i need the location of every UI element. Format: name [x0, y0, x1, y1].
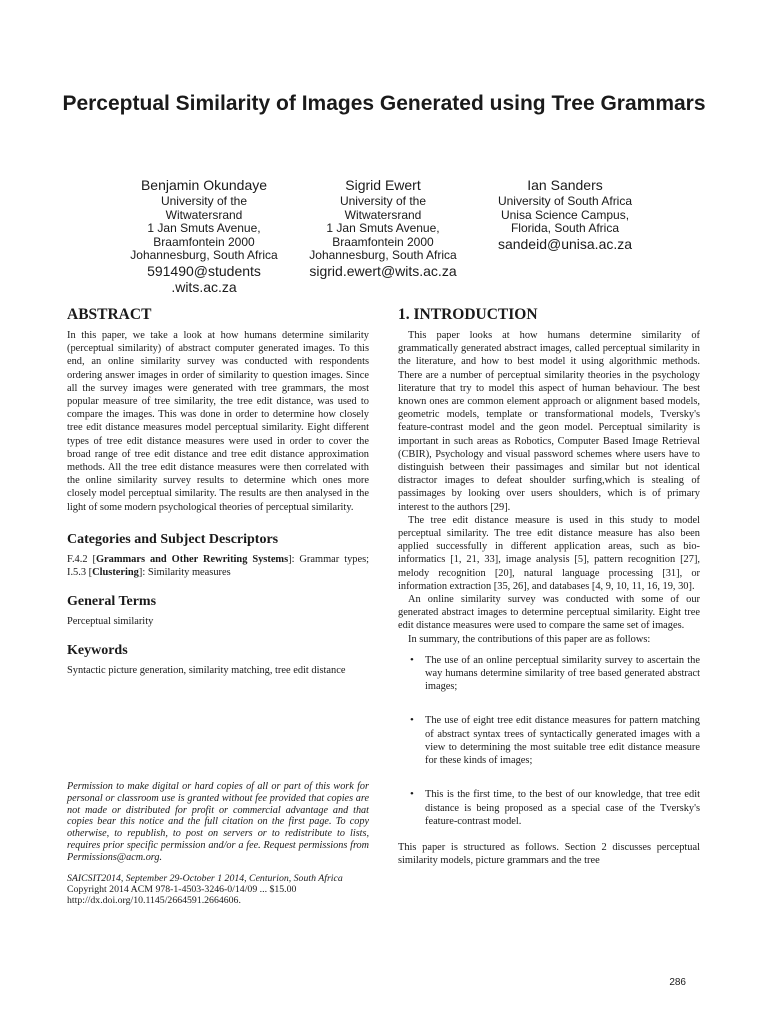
contributions-list [398, 654, 700, 828]
category-name: Grammars and Other Rewriting Systems [95, 553, 289, 565]
author-affiliation-line: Unisa Science Campus, [500, 207, 630, 222]
category-code: F.4.2 [ [67, 553, 96, 565]
author-affiliation-line: 1 Jan Smuts Avenue, [147, 221, 261, 236]
author-affiliation-line: University of South Africa [497, 194, 633, 208]
left-column [67, 306, 369, 678]
list-item-text: The use of eight tree edit distance measures for pattern matching of abstract syntax trees of syntactically generated images with a view to determining the most suitable tree edit distance measure for these kinds of images; [425, 715, 700, 767]
list-item [398, 654, 700, 694]
list-item-text: This is the first time, to the best of our knowledge, that tree edit distance is being proposed as a special case of the Tversky's feature-contrast model. [425, 789, 700, 827]
author-email: 591490@students [147, 262, 261, 279]
paragraph: An online similarity survey was conducted with some of our generated abstract images to determine perceptual similarity. Eight tree edit distance measures were used to compare the same set of images. [398, 594, 700, 632]
bullet-icon: • [410, 653, 414, 666]
permission-text: Permission to make digital or hard copies of all or part of this work for personal or classroom use is granted without fee provided that copies are not made or distributed for profit or commercial advantage and that copies bear this notice and the full citation on the first page. To copy otherwise, to republish, to post on servers or to redistribute to lists, requires prior specific permission and/or a fee. Request permissions from Permissions@acm.org. [67, 781, 369, 863]
list-item-text: The use of an online perceptual similarity survey to ascertain the way humans determine similarity of tree based generated abstract images; [425, 654, 700, 693]
author-affiliation-line: Johannesburg, South Africa [309, 248, 457, 263]
paragraph: This paper is structured as follows. Section 2 discusses perceptual similarity models, picture grammars and the tree [398, 841, 700, 867]
category-code: ]: Similarity measures [138, 567, 231, 579]
general-terms-text: Perceptual similarity [67, 616, 154, 628]
author-name: Ian Sanders [527, 177, 603, 193]
category-name: Clustering [92, 567, 139, 579]
right-column [398, 306, 700, 867]
introduction-body [398, 329, 700, 646]
category-code: ]: Grammar types; I.5.3 [ [67, 553, 370, 579]
list-item [398, 714, 700, 767]
general-terms-heading: General Terms [67, 594, 157, 610]
author-affiliation-line: Witwatersrand [344, 207, 422, 222]
paper-title: Perceptual Similarity of Images Generated using Tree Grammars [62, 92, 706, 115]
permission-block [67, 781, 369, 906]
author-affiliation-line: Johannesburg, South Africa [130, 248, 278, 263]
author-name: Sigrid Ewert [345, 177, 421, 193]
author-block [283, 176, 483, 279]
bullet-icon: • [410, 714, 414, 727]
copyright-info: Copyright 2014 ACM 978-1-4503-3246-0/14/09 ... $15.00 [67, 883, 297, 895]
doi-link[interactable]: http://dx.doi.org/10.1145/2664591.2664606. [67, 894, 241, 906]
author-email: sandeid@unisa.ac.za [497, 235, 633, 252]
categories-text [67, 553, 369, 579]
author-block [104, 176, 304, 295]
abstract-text: In this paper, we take a look at how humans determine similarity (perceptual similarity) of abstract computer generated images. To this end, an online similarity survey was conducted with respondents ordering answer images in order of similarity to question images. Since all the survey images were generated with tree grammars, the most popular measure of tree similarity, the tree edit distance, was used to compare the images. This was done in order to determine how closely tree edit distance measures model perceptual similarity. Eight different types of tree edit distance measures were used in order to cover the broad range of tree edit distance and tree edit distance approximation methods. All the tree edit distance measures were then correlated with the online similarity survey results to determine which ones more closely model perceptual similarity. The results are then analysed in the light of some modern psychological theories of perceptual similarity. [67, 330, 369, 513]
paragraph: The tree edit distance measure is used in this study to model perceptual similarity. The tree edit distance measure has also been applied successfully in different application areas, such as bio-informatics [1, 21, 33], image analysis [5], pattern recognition [27], melody recognition [20], natural language processing [31], or information extraction [35, 26], and databases [4, 9, 10, 11, 16, 19, 30]. [398, 514, 700, 592]
keywords-heading: Keywords [67, 643, 128, 659]
author-affiliation-line: University of the [339, 194, 427, 208]
categories-heading: Categories and Subject Descriptors [67, 531, 279, 547]
author-email: sigrid.ewert@wits.ac.za [309, 262, 457, 279]
author-affiliation-line: University of the [160, 194, 248, 208]
introduction-heading: 1. INTRODUCTION [398, 306, 538, 323]
author-email: .wits.ac.za [171, 278, 237, 295]
author-affiliation-line: Braamfontein 2000 [153, 234, 255, 249]
author-affiliation-line: 1 Jan Smuts Avenue, [326, 221, 440, 236]
bullet-icon: • [410, 788, 414, 801]
conference-info: SAICSIT2014, September 29-October 1 2014, Centurion, South Africa [67, 872, 343, 884]
page-number: 286 [669, 977, 686, 988]
paragraph: This paper looks at how humans determine similarity of grammatically generated abstract images, called perceptual similarity in the literature, and how to best model it using algorithmic methods. There are a number of perceptual similarity theories in the psychology literature that try to model this aspect of human behaviour. The best known ones are common element approach or alignment based models, geometric models, template or transformational models, Tversky's feature-contrast model and the geon model. Perceptual similarity is important in such areas as Robotics, Computer Based Image Retrieval (CBIR), Psychology and visual password schemes where users have to distinguish between their passimages and similar but not identical distractor images to defeat shoulder surfing,which is stealing of passimages by looking over users shoulders, which is of primary interest to the authors [29]. [398, 330, 700, 513]
abstract-heading: ABSTRACT [67, 306, 152, 323]
author-affiliation-line: Florida, South Africa [510, 221, 620, 236]
paragraph: In summary, the contributions of this paper are as follows: [408, 633, 651, 645]
keywords-text: Syntactic picture generation, similarity matching, tree edit distance [67, 665, 346, 677]
list-item [398, 788, 700, 828]
author-affiliation-line: Braamfontein 2000 [332, 234, 434, 249]
author-name: Benjamin Okundaye [140, 177, 268, 193]
author-block [465, 176, 665, 252]
author-affiliation-line: Witwatersrand [165, 207, 243, 222]
